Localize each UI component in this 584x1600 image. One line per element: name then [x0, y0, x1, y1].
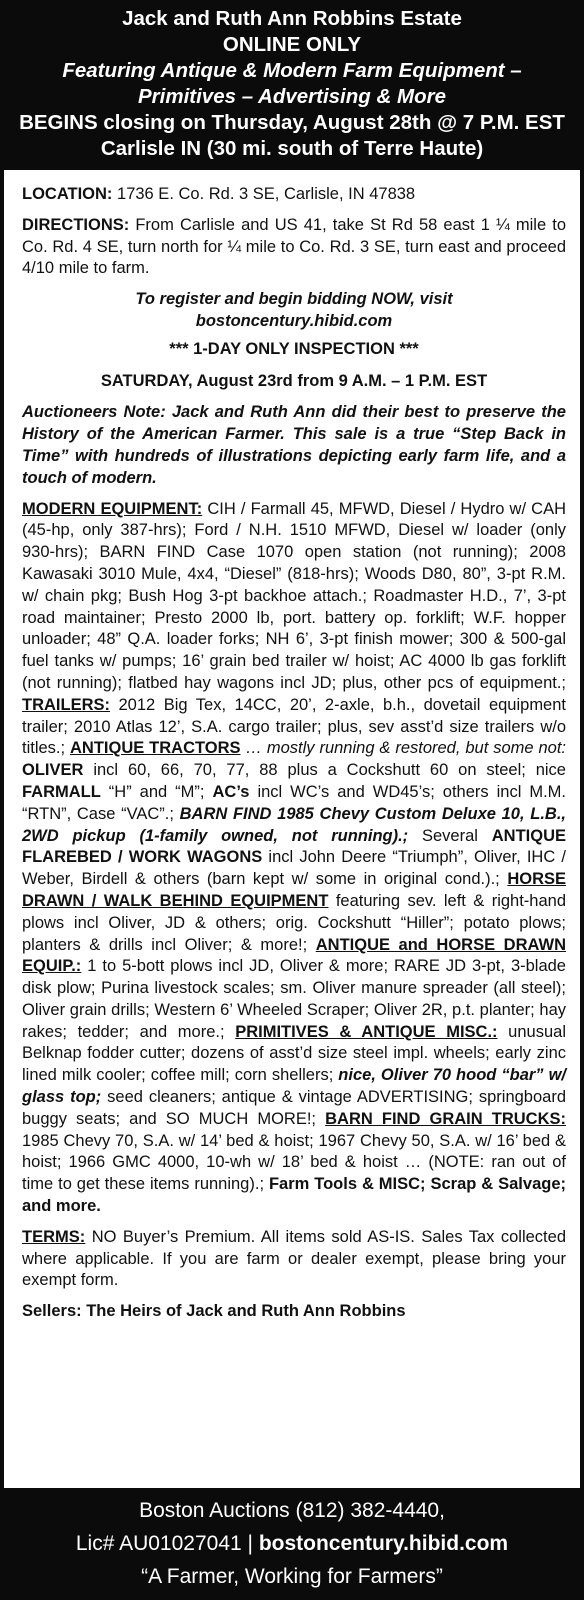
inspection-title: *** 1-DAY ONLY INSPECTION *** [169, 339, 419, 358]
slogan: “A Farmer, Working for Farmers” [141, 1565, 443, 1588]
sellers: Sellers: The Heirs of Jack and Ruth Ann Robbins [22, 1302, 406, 1321]
equipment-listing [22, 499, 566, 1218]
auctioneers-note: Auctioneers Note: Jack and Ruth Ann did their best to preserve the History of the American Farmer. This sale is a true “Step Back in Time” with hundreds of illustrations depicting early farm life, and a touch of modern. [22, 403, 566, 487]
flarebed-label: ANTIQUE FLAREBED / WORK WAGONS [22, 826, 566, 867]
modern-equipment-text: CIH / Farmall 45, MFWD, Diesel / Hydro w/ CAH (45-hp, only 387-hrs); Ford / N.H. 1510 MFWD, Diesel w/ loader (only 930-hrs); BARN FIND Case 1070 open station (not running); 2008 Kawasaki 3010 Mule, 4x4, “Diesel” (818-hrs); Woods D80, 80”, 3-pt R.M. w/ chain pkg; Bush Hog 3-pt backhoe attach.; Roadmaster H.D., 7’, 3-pt road maintainer; Presto 2000 lb, port. battery op. forklift; W.F. hopper unloader; 48” Q.A. loader forks; NH 6’, 3-pt finish mower; 300 & 500-gal fuel tanks w/ pumps; 16’ grain bed trailer w/ hoist; AC 4000 lb gas forklift (not running); flatbed hay wagons incl JD; plus, other pcs of equipment.; [22, 499, 567, 692]
ad-body [0, 170, 584, 1488]
register-line-1: To register and begin bidding NOW, visit [135, 290, 453, 309]
antique-tractors-note: … mostly running & restored, but some not: [240, 739, 566, 758]
inspection-date: SATURDAY, August 23rd from 9 A.M. – 1 P.M. EST [100, 371, 488, 390]
oliver-label: OLIVER [22, 761, 84, 780]
primitives-text: unusual Belknap fodder cutter; dozens of asst’d size steel impl. wheels; early zinc lined milk cooler; coffee mill; corn shellers; [22, 1022, 566, 1085]
grain-trucks-label: BARN FIND GRAIN TRUCKS: [325, 1109, 566, 1128]
online-only: ONLINE ONLY [222, 33, 362, 56]
flarebed-text: incl John Deere “Triumph”, Oliver, IHC / Weber, Birdell & others (barn kept w/ some in original cond.).; [22, 848, 566, 889]
horse-drawn-label: HORSE DRAWN / WALK BEHIND EQUIPMENT [22, 870, 566, 910]
barn-find-chevy: BARN FIND 1985 Chevy Custom Deluxe 10, L.B., 2WD pickup (1-family owned, not running).; [22, 804, 567, 845]
terms [22, 1227, 566, 1292]
directions [22, 215, 566, 280]
acs-text: incl WC’s and WD45’s; others incl M.M. “RTN”, Case “VAC”.; [22, 782, 566, 823]
directions-label: DIRECTIONS: [22, 215, 130, 234]
featuring-line-2: Primitives – Advertising & More [138, 85, 446, 108]
terms-text: NO Buyer’s Premium. All items sold AS-IS. Sales Tax collected where applicable. If you are farm or dealer exempt, please bring your exempt form. [22, 1227, 566, 1290]
location-label: LOCATION: [22, 185, 113, 203]
footer-banner [0, 1488, 584, 1600]
location-text: 1736 E. Co. Rd. 3 SE, Carlisle, IN 47838 [112, 185, 416, 203]
estate-title: Jack and Ruth Ann Robbins Estate [122, 7, 462, 30]
terms-label: TERMS: [22, 1227, 86, 1246]
directions-text: From Carlisle and US 41, take St Rd 58 east 1 ¼ mile to Co. Rd. 4 SE, turn north for ¼ mile to Co. Rd. 3 SE, turn east and proceed 4/10 mile to farm. [22, 215, 566, 278]
trailers-label: TRAILERS: [22, 695, 110, 714]
grain-trucks-text: 1985 Chevy 70, S.A. w/ 14’ bed & hoist; 1967 Chevy 50, S.A. w/ 16’ bed & hoist; 1966 GMC 4000, 10-wh w/ 18’ bed & hoist … (NOTE: ran out of time to get these items running).; [22, 1131, 566, 1194]
register-link[interactable]: bostoncentury.hibid.com [195, 311, 393, 330]
auction-company-phone: Boston Auctions (812) 382-4440, [139, 1499, 445, 1522]
license-number: Lic# AU01027041 | [75, 1532, 259, 1555]
oliver-text: incl 60, 66, 70, 77, 88 plus a Cockshutt 60 on steel; nice [83, 761, 566, 780]
farmall-text: “H” and “M”; [100, 782, 213, 801]
website-link[interactable]: bostoncentury.hibid.com [258, 1532, 509, 1555]
several-text: Several [408, 826, 492, 845]
primitives-text-2: seed cleaners; antique & vintage ADVERTISING; springboard buggy seats; and SO MUCH MORE!; [22, 1088, 566, 1128]
horse-drawn-text: featuring sev. left & right-hand plows incl Oliver, JD & others; orig. Cockshutt “Hiller”; potato plows; planters & drills incl Oliver; & more!; [22, 891, 567, 954]
closing-date: BEGINS closing on Thursday, August 28th @ 7 P.M. EST [19, 111, 565, 134]
acs-label: AC’s [212, 782, 250, 801]
antique-horse-text: 1 to 5-bott plows incl JD, Oliver & more; RARE JD 3-pt, 3-blade disk plow; Purina livestock scales; sm. Oliver manure spreader (all steel); Oliver grain drills; Western 6’ Wheeled Scraper; Oliver 2R, p.t. planter; hay rakes; tedder; and more.; [22, 957, 566, 1041]
location [22, 184, 566, 206]
featuring-line-1: Featuring Antique & Modern Farm Equipment – [62, 59, 522, 82]
register-note [22, 289, 566, 333]
primitives-label: PRIMITIVES & ANTIQUE MISC.: [235, 1022, 498, 1041]
header-banner [0, 0, 584, 170]
trailers-text: 2012 Big Tex, 14CC, 20’, 2-axle, b.h., dovetail equipment trailer; 2010 Atlas 12’, S.A. cargo trailer; plus, sev asst’d size trailers w/o titles.; [22, 695, 566, 758]
antique-horse-label: ANTIQUE and HORSE DRAWN EQUIP.: [22, 935, 566, 976]
antique-tractors-label: ANTIQUE TRACTORS [70, 739, 241, 758]
modern-equipment-label: MODERN EQUIPMENT: [22, 499, 203, 518]
farmall-label: FARMALL [22, 782, 101, 801]
farm-tools: Farm Tools & MISC; Scrap & Salvage; and more. [22, 1175, 566, 1216]
license-and-site [6, 1529, 578, 1559]
auction-place: Carlisle IN (30 mi. south of Terre Haute) [100, 137, 484, 160]
oliver-hood-bar: nice, Oliver 70 hood “bar” w/ glass top; [22, 1066, 566, 1107]
